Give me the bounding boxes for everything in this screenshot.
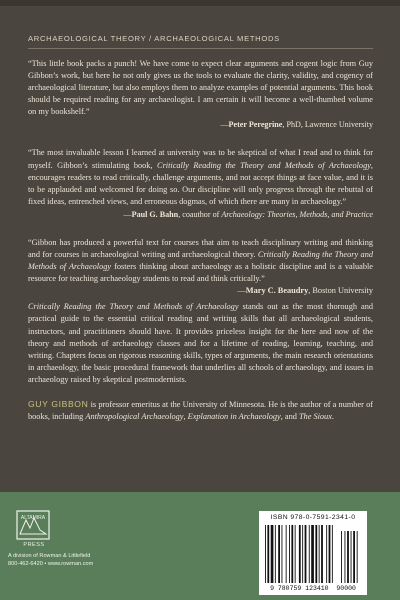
author-bio-text-4: .: [331, 412, 334, 422]
author-bio-text-2: ,: [183, 412, 188, 422]
blurb-2: [28, 147, 373, 207]
blurb-1-affiliation: , PhD, Lawrence University: [282, 120, 373, 130]
book-description: [28, 301, 373, 386]
blurb-2-author: Paul G. Bahn: [131, 209, 179, 219]
author-name: GUY GIBBON: [28, 398, 89, 409]
publisher-logo-icon: [16, 510, 50, 540]
isbn-addon-digits: 90000: [336, 585, 356, 592]
blurb-2-text-b: , encourages readers to read critically, challenge arguments, and not accept things at face value, and it is to be applauded and welcomed for doing so. Our discipline will only progress through the rebuttal of fixed ideas, entrenched views, and erroneous dogmas, of which there are many in archaeology.”: [28, 160, 373, 206]
publisher-sub: PRESS: [23, 542, 45, 548]
author-book-3: The Sioux: [298, 412, 332, 422]
description-book-title: Critically Reading the Theory and Methods of Archaeology: [28, 302, 239, 312]
blurb-2-text-a: “The most invaluable lesson I learned at university was to be skeptical of what I read and to think for myself. Gibbon’s stimulating book,: [28, 148, 373, 170]
isbn-digits: [261, 585, 365, 592]
blurb-3-affiliation: , Boston University: [308, 286, 373, 296]
blurb-3-text-b: fosters thinking about archaeology as a holistic discipline and is a valuable resource for teaching archaeology students to read and think critically.”: [28, 262, 373, 284]
author-book-2: Explanation in Archaeology: [187, 412, 281, 422]
barcode-icon: [263, 525, 363, 585]
publisher-contact: 800-462-6420 • www.rowman.com: [8, 561, 94, 567]
author-bio: [28, 398, 373, 423]
blurb-1: [28, 58, 373, 118]
divider-rule: [28, 48, 373, 49]
blurb-2-attribution: —Paul G. Bahn, coauthor of Archaeology: Theories, Methods, and Practice: [123, 209, 373, 219]
isbn-main-digits: 9 780759 123410: [270, 585, 329, 592]
blurb-3-book-title: Critically Reading the Theory and Methods of Archaeology: [28, 250, 373, 272]
top-edge-band: [0, 0, 400, 6]
blurb-2-work-title: Archaeology: Theories, Methods, and Practice: [221, 209, 373, 219]
description-text: stands out as the most thorough and practical guide to the essential critical reading and writing skills that all archaeological students, instructors, and practitioners should have. It provides priceless insight for the here and now of the theory and methods of archaeology classes and for a lifetime of reading, learning, teaching, and writing. Chapters focus on rigorous reasoning skills, types of arguments, the main research orientations in archaeology, the basic procedural framework that underlies all schools of archaeology, and issues in archaeology raised by skeptical postmodernists.: [28, 302, 373, 384]
publisher-imprint: [14, 542, 54, 548]
publisher-division: A division of Rowman & Littlefield: [8, 553, 91, 559]
category-line: ARCHAEOLOGICAL THEORY / ARCHAEOLOGICAL METHODS: [28, 34, 280, 43]
blurb-3-attribution: —Mary C. Beaudry, Boston University: [237, 286, 373, 296]
blurb-1-attribution: —Peter Peregrine, PhD, Lawrence University: [220, 120, 373, 130]
author-bio-text-1: is professor emeritus at the University of Minnesota. He is the author of a number of books, including: [28, 399, 373, 422]
blurb-3: [28, 237, 373, 296]
blurb-1-author: Peter Peregrine: [228, 120, 283, 130]
blurb-1-text: “This little book packs a punch! We have come to expect clear arguments and cogent logic from Guy Gibbon’s work, but here he not only gives us the tools to evaluate the clarity, validity, and cogency of archaeological literature, but also employs them to analyze examples of potential arguments. This book should be required reading for any archaeologist. I am certain it will become a well-thumbed volume on my bookshelf.”: [28, 59, 373, 117]
isbn-barcode-box: [259, 511, 367, 595]
author-book-1: Anthropological Archaeology: [85, 412, 184, 422]
blurb-2-affiliation: , coauthor of: [178, 209, 222, 219]
publisher-logo-text: ALTAMIRA: [20, 515, 46, 521]
blurb-3-text-a: “Gibbon has produced a powerful text for courses that aim to teach disciplinary writing and thinking and for courses in archaeological writing and archaeological theory.: [28, 237, 373, 260]
isbn-label: ISBN 978-0-7591-2341-0: [270, 514, 356, 521]
blurb-3-author: Mary C. Beaudry: [245, 286, 309, 296]
text-column: [28, 58, 373, 423]
author-bio-text-3: , and: [280, 412, 299, 422]
publisher-info: [8, 552, 93, 568]
blurb-2-book-title: Critically Reading the Theory and Methods of Archaeology: [157, 160, 371, 170]
